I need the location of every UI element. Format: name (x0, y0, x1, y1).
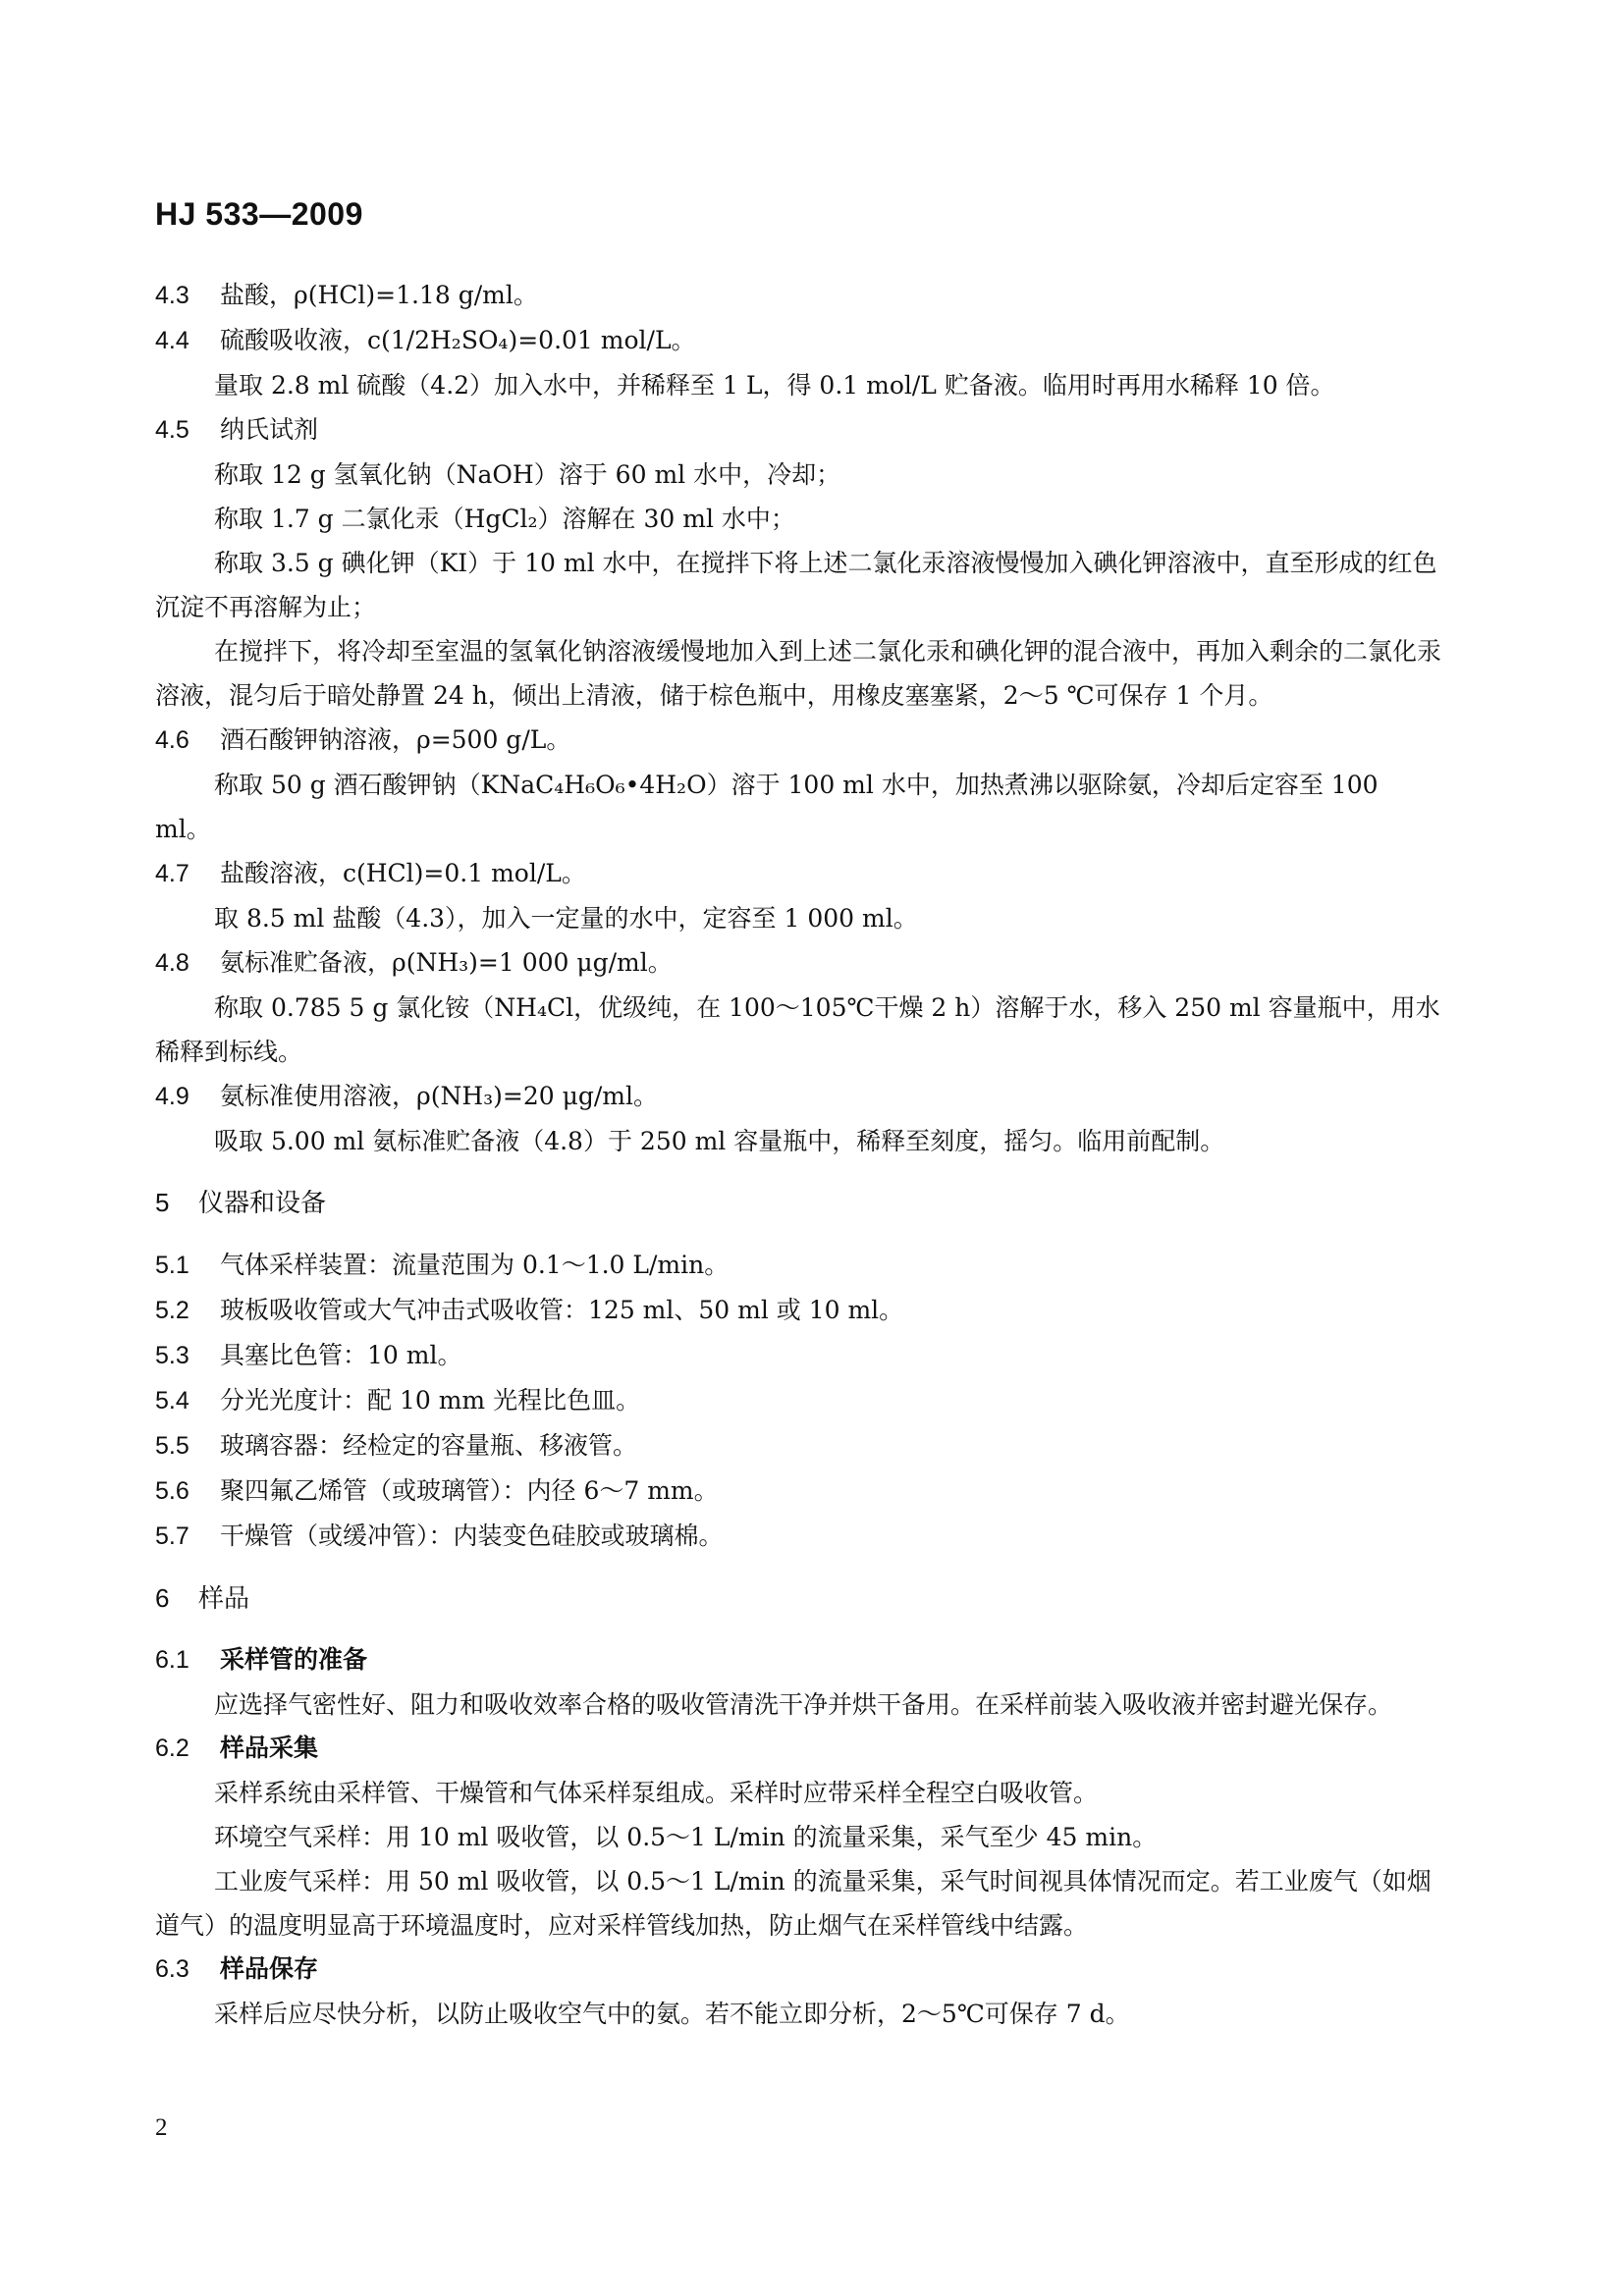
clause-6-2 (155, 1727, 1441, 1771)
paragraph: 应选择气密性好、阻力和吸收效率合格的吸收管清洗干净并烘干备用。在采样前装入吸收液并密封避光保存。 (214, 1690, 1393, 1719)
clause-heading: 样品采集 (220, 1735, 319, 1762)
clause-4-7 (155, 851, 1441, 896)
clause-4-6 (155, 718, 1441, 763)
clause-text: 氨标准贮备液，ρ(NH₃)=1 000 μg/ml。 (220, 948, 673, 977)
paragraph: 工业废气采样：用 50 ml 吸收管，以 0.5～1 L/min 的流量采集，采气时间视具体情况而定。若工业废气（如烟道气）的温度明显高于环境温度时，应对采样管线加热，防止烟气在采样管线中结露。 (155, 1867, 1432, 1940)
clause-6-3 (155, 1948, 1441, 1992)
section-title: 样品 (198, 1583, 250, 1613)
section-6-heading (155, 1576, 1441, 1621)
clause-heading: 采样管的准备 (220, 1646, 368, 1674)
clause-text: 玻璃容器：经检定的容量瓶、移液管。 (220, 1431, 638, 1460)
clause-text: 盐酸，ρ(HCl)=1.18 g/ml。 (220, 281, 538, 309)
clause-4-5 (155, 407, 1441, 453)
section-number: 6 (155, 1583, 170, 1613)
clause-text: 纳氏试剂 (220, 415, 319, 444)
clause-5-5 (155, 1423, 1441, 1468)
paragraph: 吸取 5.00 ml 氨标准贮备液（4.8）于 250 ml 容量瓶中，稀释至刻度，摇匀。临用前配制。 (214, 1127, 1225, 1155)
paragraph: 称取 1.7 g 二氯化汞（HgCl₂）溶解在 30 ml 水中； (214, 505, 795, 533)
clause-number: 6.2 (155, 1735, 189, 1762)
clause-text: 分光光度计：配 10 mm 光程比色皿。 (220, 1386, 641, 1415)
clause-number: 4.9 (155, 1083, 189, 1110)
clause-text: 干燥管（或缓冲管）：内装变色硅胶或玻璃棉。 (220, 1522, 724, 1550)
clause-text: 玻板吸收管或大气冲击式吸收管：125 ml、50 ml 或 10 ml。 (220, 1296, 904, 1324)
paragraph: 在搅拌下，将冷却至室温的氢氧化钠溶液缓慢地加入到上述二氯化汞和碘化钾的混合液中，再加入剩余的二氯化汞溶液，混匀后于暗处静置 24 h，倾出上清液，储于棕色瓶中，用橡皮塞塞紧，2～5 ℃可保存 1 个月。 (155, 637, 1442, 710)
clause-text: 气体采样装置：流量范围为 0.1～1.0 L/min。 (220, 1251, 730, 1279)
clause-text: 盐酸溶液，c(HCl)=0.1 mol/L。 (220, 859, 586, 887)
clause-text: 酒石酸钾钠溶液，ρ=500 g/L。 (220, 725, 571, 754)
paragraph: 称取 50 g 酒石酸钾钠（KNaC₄H₆O₆•4H₂O）溶于 100 ml 水中，加热煮沸以驱除氨，冷却后定容至 100 ml。 (155, 771, 1379, 843)
paragraph: 取 8.5 ml 盐酸（4.3），加入一定量的水中，定容至 1 000 ml。 (214, 904, 918, 933)
page-number: 2 (155, 2114, 168, 2141)
clause-number: 6.1 (155, 1646, 189, 1674)
clause-text: 具塞比色管：10 ml。 (220, 1341, 462, 1369)
clause-5-6 (155, 1468, 1441, 1514)
clause-number: 4.6 (155, 726, 189, 754)
clause-number: 5.6 (155, 1477, 189, 1505)
clause-text: 氨标准使用溶液，ρ(NH₃)=20 μg/ml。 (220, 1082, 658, 1110)
clause-5-2 (155, 1288, 1441, 1333)
clause-number: 5.5 (155, 1432, 189, 1460)
clause-heading: 样品保存 (220, 1955, 319, 1983)
paragraph: 称取 0.785 5 g 氯化铵（NH₄Cl，优级纯，在 100～105℃干燥 2 h）溶解于水，移入 250 ml 容量瓶中，用水稀释到标线。 (155, 993, 1440, 1066)
paragraph: 量取 2.8 ml 硫酸（4.2）加入水中，并稀释至 1 L，得 0.1 mol/L 贮备液。临用时再用水稀释 10 倍。 (214, 371, 1335, 400)
clause-number: 5.3 (155, 1342, 189, 1369)
clause-text: 聚四氟乙烯管（或玻璃管）：内径 6～7 mm。 (220, 1476, 719, 1505)
clause-number: 4.3 (155, 282, 189, 309)
section-5-heading (155, 1181, 1441, 1225)
clause-number: 5.4 (155, 1387, 189, 1415)
document-code: HJ 533—2009 (155, 196, 363, 232)
paragraph: 采样系统由采样管、干燥管和气体采样泵组成。采样时应带采样全程空白吸收管。 (214, 1779, 1099, 1807)
clause-5-7 (155, 1514, 1441, 1559)
clause-number: 5.2 (155, 1297, 189, 1324)
clause-number: 4.4 (155, 327, 189, 354)
paragraph: 称取 3.5 g 碘化钾（KI）于 10 ml 水中，在搅拌下将上述二氯化汞溶液慢慢加入碘化钾溶液中，直至形成的红色沉淀不再溶解为止； (155, 549, 1437, 621)
clause-4-9 (155, 1074, 1441, 1119)
clause-number: 4.5 (155, 416, 189, 444)
clause-number: 6.3 (155, 1955, 189, 1983)
clause-4-8 (155, 940, 1441, 986)
paragraph: 采样后应尽快分析，以防止吸收空气中的氨。若不能立即分析，2～5℃可保存 7 d。 (214, 2000, 1130, 2028)
clause-5-4 (155, 1378, 1441, 1423)
clause-number: 5.7 (155, 1522, 189, 1550)
clause-number: 4.8 (155, 949, 189, 977)
clause-5-1 (155, 1243, 1441, 1288)
document-body (155, 273, 1441, 2036)
paragraph: 称取 12 g 氢氧化钠（NaOH）溶于 60 ml 水中，冷却； (214, 460, 841, 489)
paragraph: 环境空气采样：用 10 ml 吸收管，以 0.5～1 L/min 的流量采集，采气至少 45 min。 (214, 1823, 1158, 1851)
section-title: 仪器和设备 (198, 1188, 327, 1217)
clause-4-3 (155, 273, 1441, 318)
section-number: 5 (155, 1188, 170, 1217)
clause-5-3 (155, 1333, 1441, 1378)
clause-number: 5.1 (155, 1252, 189, 1279)
clause-number: 4.7 (155, 860, 189, 887)
clause-6-1 (155, 1638, 1441, 1682)
clause-4-4 (155, 318, 1441, 363)
clause-text: 硫酸吸收液，c(1/2H₂SO₄)=0.01 mol/L。 (220, 326, 696, 354)
